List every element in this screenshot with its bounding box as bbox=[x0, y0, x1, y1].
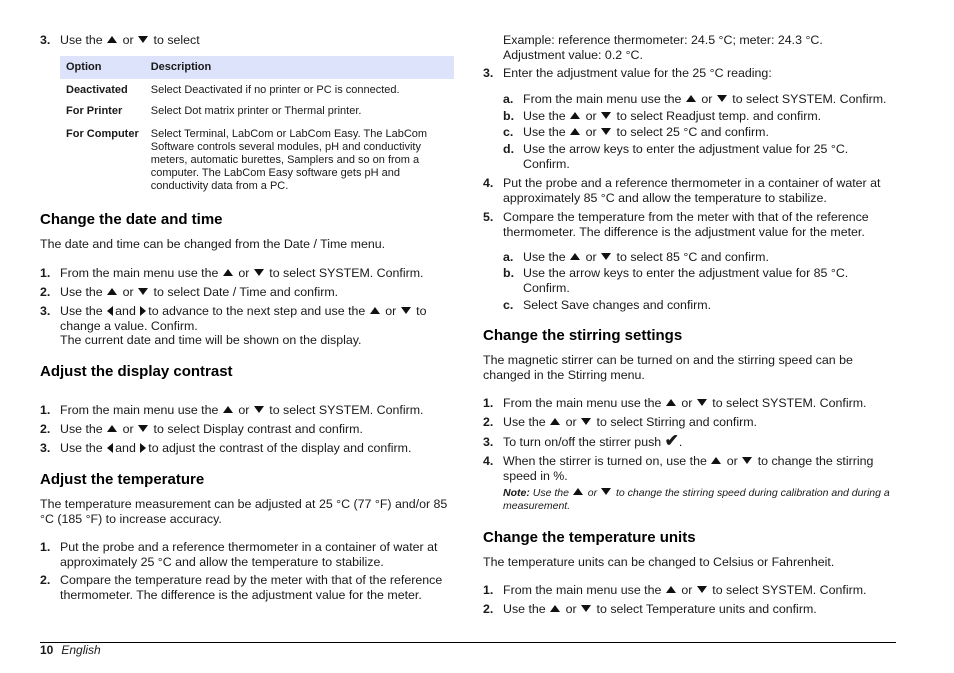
down-arrow-icon bbox=[601, 253, 611, 260]
example-text: Example: reference thermometer: 24.5 °C; meter: 24.3 °C. Adjustment value: 0.2 °C. bbox=[503, 33, 823, 62]
right-arrow-icon bbox=[140, 306, 146, 316]
check-icon: ✔ bbox=[664, 431, 679, 450]
left-arrow-icon bbox=[107, 443, 113, 453]
table-row bbox=[60, 79, 454, 101]
date-time-step-3: 3. Use the and to advance to the next step and use the or to change a value. Confirm. The current date and time will be shown on the display. bbox=[40, 304, 427, 347]
adjust-step-4: 4. Put the probe and a reference thermometer in a container of water at approximately 85 °C and allow the temperature to stabilize. bbox=[483, 176, 881, 205]
up-arrow-icon bbox=[570, 128, 580, 135]
right-arrow-icon bbox=[140, 443, 146, 453]
up-arrow-icon bbox=[570, 112, 580, 119]
down-arrow-icon bbox=[138, 425, 148, 432]
up-arrow-icon bbox=[711, 457, 721, 464]
stirring-note: Note: Use the or to change the stirring speed during calibration and during a measurement. bbox=[503, 487, 890, 512]
column-header: Option bbox=[60, 56, 145, 79]
up-arrow-icon bbox=[550, 605, 560, 612]
down-arrow-icon bbox=[697, 586, 707, 593]
description-cell: Select Terminal, LabCom or LabCom Easy. The LabCom Software controls several modules, pH and conductivity meters, automatic burettes, Samplers and so on from a computer. The LabCom Easy software gets pH and conductivity data from a PC. bbox=[150, 128, 428, 192]
stirring-intro: The magnetic stirrer can be turned on and the stirring speed can be changed in the Stirring menu. bbox=[483, 353, 853, 382]
down-arrow-icon bbox=[601, 112, 611, 119]
adjust-step-5c: c. Select Save changes and confirm. bbox=[503, 298, 712, 312]
section-heading-temperature: Adjust the temperature bbox=[40, 471, 205, 488]
left-arrow-icon bbox=[107, 306, 113, 316]
section-heading-contrast: Adjust the display contrast bbox=[40, 363, 233, 380]
adjust-step-3d: d. Use the arrow keys to enter the adjustment value for 25 °C. Confirm. bbox=[503, 142, 849, 171]
table-row bbox=[60, 101, 454, 124]
temperature-step-1: 1. Put the probe and a reference thermometer in a container of water at approximately 25 °C and allow the temperature to stabilize. bbox=[40, 540, 438, 569]
option-cell: For Printer bbox=[66, 105, 123, 117]
footer-divider bbox=[40, 642, 896, 643]
table-row bbox=[60, 124, 454, 196]
adjust-step-5a: a. Use the or to select 85 °C and confirm. bbox=[503, 250, 769, 264]
date-time-step-2: 2. Use the or to select Date / Time and confirm. bbox=[40, 285, 339, 299]
adjust-step-3a: a. From the main menu use the or to select SYSTEM. Confirm. bbox=[503, 92, 887, 106]
options-table bbox=[60, 56, 454, 196]
contrast-step-3: 3. Use the and to adjust the contrast of the display and confirm. bbox=[40, 441, 412, 455]
up-arrow-icon bbox=[370, 307, 380, 314]
contrast-step-1: 1. From the main menu use the or to select SYSTEM. Confirm. bbox=[40, 403, 424, 417]
stirring-step-2: 2. Use the or to select Stirring and confirm. bbox=[483, 415, 758, 429]
description-cell: Select Dot matrix printer or Thermal printer. bbox=[150, 105, 362, 117]
up-arrow-icon bbox=[223, 269, 233, 276]
adjust-step-5: 5. Compare the temperature from the meter with that of the reference thermometer. The difference is the adjustment value for the meter. bbox=[483, 210, 869, 239]
up-arrow-icon bbox=[686, 95, 696, 102]
option-cell: For Computer bbox=[66, 128, 139, 140]
section-heading-stirring: Change the stirring settings bbox=[483, 327, 683, 344]
date-time-intro: The date and time can be changed from the Date / Time menu. bbox=[40, 237, 386, 251]
table-header-row bbox=[60, 56, 454, 79]
down-arrow-icon bbox=[254, 269, 264, 276]
date-time-step-1: 1. From the main menu use the or to select SYSTEM. Confirm. bbox=[40, 266, 424, 280]
down-arrow-icon bbox=[697, 399, 707, 406]
adjust-step-3: 3. Enter the adjustment value for the 25 °C reading: bbox=[483, 66, 772, 80]
units-step-1: 1. From the main menu use the or to select SYSTEM. Confirm. bbox=[483, 583, 867, 597]
up-arrow-icon bbox=[223, 406, 233, 413]
down-arrow-icon bbox=[742, 457, 752, 464]
stirring-step-1: 1. From the main menu use the or to select SYSTEM. Confirm. bbox=[483, 396, 867, 410]
up-arrow-icon bbox=[107, 425, 117, 432]
option-cell: Deactivated bbox=[66, 84, 128, 96]
down-arrow-icon bbox=[717, 95, 727, 102]
down-arrow-icon bbox=[581, 605, 591, 612]
down-arrow-icon bbox=[581, 418, 591, 425]
units-intro: The temperature units can be changed to Celsius or Fahrenheit. bbox=[483, 555, 835, 569]
up-arrow-icon bbox=[107, 288, 117, 295]
section-heading-units: Change the temperature units bbox=[483, 529, 696, 546]
column-header: Description bbox=[145, 56, 454, 79]
down-arrow-icon bbox=[601, 488, 611, 495]
adjust-step-3b: b. Use the or to select Readjust temp. and confirm. bbox=[503, 109, 822, 123]
page-number: 10 bbox=[40, 643, 54, 657]
printer-step-3: 3. Use the or to select bbox=[40, 33, 200, 47]
temperature-intro: The temperature measurement can be adjusted at 25 °C (77 °F) and/or 85 °C (185 °F) to increase accuracy. bbox=[40, 497, 448, 526]
down-arrow-icon bbox=[401, 307, 411, 314]
down-arrow-icon bbox=[138, 288, 148, 295]
up-arrow-icon bbox=[666, 586, 676, 593]
down-arrow-icon bbox=[254, 406, 264, 413]
step-number: 3. bbox=[40, 33, 51, 47]
units-step-2: 2. Use the or to select Temperature units and confirm. bbox=[483, 602, 817, 616]
adjust-step-3c: c. Use the or to select 25 °C and confirm. bbox=[503, 125, 769, 139]
up-arrow-icon bbox=[107, 36, 117, 43]
up-arrow-icon bbox=[573, 488, 583, 495]
up-arrow-icon bbox=[550, 418, 560, 425]
description-cell: Select Deactivated if no printer or PC is connected. bbox=[150, 84, 400, 96]
up-arrow-icon bbox=[570, 253, 580, 260]
stirring-step-4: 4. When the stirrer is turned on, use the or to change the stirring speed in %. bbox=[483, 454, 874, 483]
stirring-step-3: 3. To turn on/off the stirrer push ✔. bbox=[483, 431, 683, 450]
temperature-step-2: 2. Compare the temperature read by the meter with that of the reference thermometer. The difference is the adjustment value for the meter. bbox=[40, 573, 443, 602]
up-arrow-icon bbox=[666, 399, 676, 406]
page-footer bbox=[40, 643, 101, 657]
contrast-step-2: 2. Use the or to select Display contrast and confirm. bbox=[40, 422, 363, 436]
down-arrow-icon bbox=[601, 128, 611, 135]
footer-language: English bbox=[61, 643, 101, 657]
down-arrow-icon bbox=[138, 36, 148, 43]
adjust-step-5b: b. Use the arrow keys to enter the adjustment value for 85 °C. Confirm. bbox=[503, 266, 849, 295]
section-heading-date-time: Change the date and time bbox=[40, 211, 223, 228]
